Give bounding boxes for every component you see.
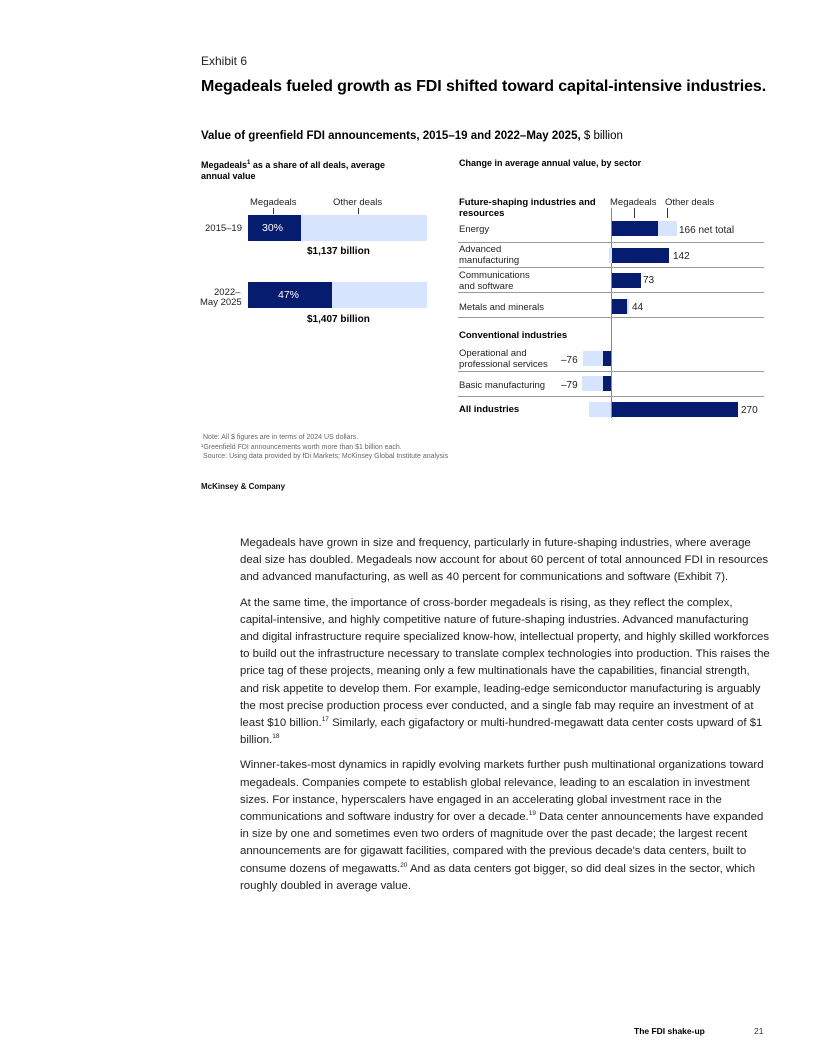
bar-megadeals bbox=[612, 221, 658, 236]
group-label-future-shaping: Future-shaping industries and resources bbox=[459, 197, 596, 219]
row-divider bbox=[458, 292, 764, 293]
label-line: professional services bbox=[459, 359, 548, 370]
sector-label-energy: Energy bbox=[459, 224, 490, 235]
label-line: Operational and bbox=[459, 348, 527, 359]
label-line: Communications bbox=[459, 270, 530, 281]
text: Data center announcements have expanded in size by one and sometimes even two orders of magnitude over the past decade; the largest recent announcements are for gigawatt facilities, compared with the previous decade's data centers, built to consume dozens of megawatts. bbox=[240, 811, 764, 875]
paragraph-3 bbox=[240, 757, 770, 895]
row-label-line1: 2022– bbox=[214, 287, 241, 298]
bar-megadeals bbox=[612, 402, 738, 417]
subtitle-text: Megadeals bbox=[201, 160, 248, 170]
value-label: 44 bbox=[632, 302, 644, 313]
value-label: 270 bbox=[741, 405, 758, 416]
chart-title-unit: $ billion bbox=[580, 130, 623, 142]
text: At the same time, the importance of cross-border megadeals is rising, as they reflect the complex, capital-intensive, and highly competitive nature of future-shaping industries. Advanced manufacturing and digital infrastructure require specialized know-how, intellectual property, and highly skilled workforces to build out the infrastructure necessary to translate complex technologies into production. This raises the price tag of these projects, meaning only a few multinationals have the capabilities, financial strength, and risk appetite to develop them. For example, leading-edge semiconductor manufacturing is arguably the most precise production process ever conducted, and a single fab may require an investment of at least $10 billion. bbox=[240, 596, 770, 730]
footer-title: The FDI shake-up bbox=[634, 1026, 705, 1036]
text: And as data centers got bigger, so did deal sizes in the sector, which roughly doubled in average value. bbox=[240, 862, 756, 892]
pct-label: 30% bbox=[262, 222, 284, 234]
value-label: –76 bbox=[561, 355, 578, 366]
footnote-marker: 1 bbox=[247, 160, 251, 166]
legend-other-deals: Other deals bbox=[333, 197, 383, 208]
bar-megadeals bbox=[603, 376, 611, 391]
legend-tick bbox=[667, 208, 668, 218]
paragraph-1: Megadeals have grown in size and frequency, particularly in future-shaping industries, where average deal size has doubled. Megadeals now account for about 60 percent of total announced FDI in resources and advanced manufacturing, as well as 40 percent for communications and software (Exhibit 7). bbox=[240, 537, 769, 584]
chart-notes bbox=[201, 433, 448, 462]
sector-label-metals: Metals and minerals bbox=[459, 302, 545, 313]
bar-megadeals bbox=[612, 299, 627, 314]
footnote-ref[interactable]: 17 bbox=[321, 716, 329, 724]
text: Similarly, each gigafactory or multi-hundred-megawatt data center costs upward of $1 billion. bbox=[240, 717, 763, 747]
paragraph-2 bbox=[240, 595, 770, 750]
footnote-ref[interactable]: 19 bbox=[528, 810, 536, 818]
page-number: 21 bbox=[754, 1026, 764, 1036]
exhibit-title: Megadeals fueled growth as FDI shifted toward capital-intensive industries. bbox=[201, 78, 767, 95]
source: Source: Using data provided by fDi Markets; McKinsey Global Institute analysis bbox=[203, 453, 449, 460]
label-line: Advanced bbox=[459, 244, 502, 255]
bar-other-deals bbox=[301, 215, 427, 241]
group-label-conventional: Conventional industries bbox=[459, 330, 568, 341]
bar-other-deals bbox=[582, 376, 603, 391]
legend-tick bbox=[634, 208, 635, 218]
sector-label-operational-services bbox=[459, 348, 548, 370]
footnote-ref[interactable]: 20 bbox=[400, 861, 408, 869]
sector-label-basic-manufacturing: Basic manufacturing bbox=[459, 380, 546, 391]
bar-other-deals bbox=[627, 299, 629, 314]
legend-megadeals: Megadeals bbox=[250, 197, 297, 208]
sector-label-all-industries: All industries bbox=[459, 404, 520, 415]
row-label-line2: May 2025 bbox=[200, 297, 242, 308]
legend-tick bbox=[358, 208, 359, 214]
footnote-ref[interactable]: 18 bbox=[272, 733, 280, 741]
value-label: 166 net total bbox=[679, 225, 735, 236]
bar-megadeals bbox=[612, 273, 641, 288]
brand-label: McKinsey & Company bbox=[201, 482, 286, 491]
bar-other-deals bbox=[332, 282, 427, 308]
note: Note: All $ figures are in terms of 2024 US dollars. bbox=[203, 434, 359, 441]
chart-title-main: Value of greenfield FDI announcements, 2015–19 and 2022–May 2025, bbox=[201, 130, 581, 142]
legend-megadeals: Megadeals bbox=[610, 197, 657, 208]
value-label: –79 bbox=[561, 380, 578, 391]
bar-other-deals bbox=[589, 402, 611, 417]
total-label: $1,407 billion bbox=[307, 314, 370, 325]
row-label: 2015–19 bbox=[205, 223, 242, 234]
value-label: 73 bbox=[643, 275, 655, 286]
bar-other-deals bbox=[658, 221, 677, 236]
row-divider bbox=[458, 396, 764, 397]
bar-other-deals bbox=[583, 351, 603, 366]
subtitle-text: as a share of all deals, average annual value bbox=[201, 160, 385, 181]
left-panel-subtitle bbox=[201, 158, 411, 182]
footnote: ¹Greenfield FDI announcements worth more than $1 billion each. bbox=[201, 443, 402, 451]
total-label: $1,137 billion bbox=[307, 246, 370, 257]
bar-megadeals bbox=[612, 248, 669, 263]
legend-tick bbox=[273, 208, 274, 214]
sector-label-communications bbox=[459, 270, 530, 292]
sector-label-advanced-manufacturing bbox=[459, 244, 519, 266]
row-divider bbox=[458, 371, 764, 372]
row-divider bbox=[458, 267, 764, 268]
pct-label: 47% bbox=[278, 289, 300, 301]
legend-other-deals: Other deals bbox=[665, 197, 715, 208]
row-divider bbox=[458, 317, 764, 318]
chart-title bbox=[201, 130, 623, 142]
body-text bbox=[240, 535, 770, 903]
exhibit-label: Exhibit 6 bbox=[201, 54, 248, 68]
bar-megadeals bbox=[603, 351, 611, 366]
row-divider bbox=[458, 242, 764, 243]
label-line: manufacturing bbox=[459, 255, 520, 266]
right-panel-subtitle: Change in average annual value, by sector bbox=[459, 158, 642, 168]
label-line: and software bbox=[459, 281, 514, 292]
value-label: 142 bbox=[673, 251, 690, 262]
text: Winner-takes-most dynamics in rapidly evolving markets further push multinational organizations toward megadeals. Companies compete to establish global relevance, leading to an escalation in investment sizes. For instance, hyperscalers have engaged in an accelerating global investment race in the communications and software industry for over a decade. bbox=[240, 759, 764, 824]
